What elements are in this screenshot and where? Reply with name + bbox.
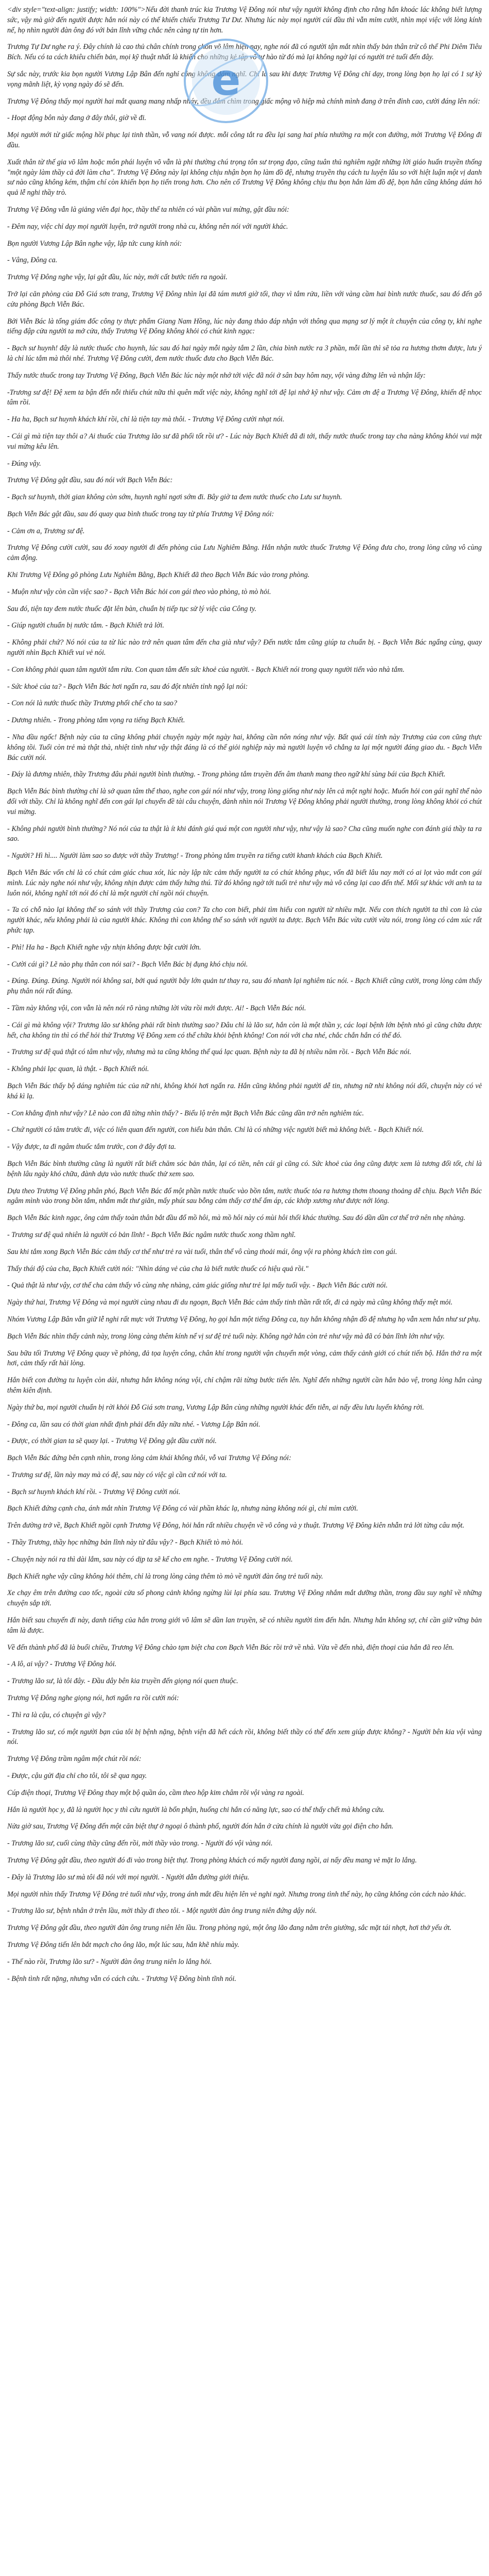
- paragraph: Trương Tự Dư nghe ra ý. Đây chính là cao thủ chân chính trong chốn võ lâm hiện nay, nghe nói đã có người tận mắt nhìn thấy bản thân trừ cô thể Phi Diêm Tiêu Bích. Nếu có ta cách khiêu chiến bản, mọi kỹ thuật nhất là khiến cho những kẻ tập võ tự hào từ đó mà lại không ngờ lại có người trẻ tuổi đến đây.: [7, 43, 482, 62]
- paragraph: Ngày thứ ba, mọi người chuẩn bị rời khỏi Đỗ Giá sơn trang, Vương Lập Bân cùng những người khác đến tiễn, ai nấy đều lưu luyến không rời.: [7, 1403, 424, 1412]
- paragraph: Trên đường trở về, Bạch Khiết ngồi cạnh Trương Vệ Đông, hỏi hắn rất nhiều chuyện về võ công và y thuật. Trương Vệ Đông kiên nhẫn trả lời từng câu một.: [7, 1521, 465, 1530]
- paragraph: <div style="text-align: justify; width: 100%">Nếu đời thanh trúc kia Trương Vệ Đông nói như vậy người không định cho rằng hắn khoác lác không biết lượng sức, vậy mà giờ đến người được hắn nói này có thể khiến chiếu Trương Tư Dư. Nhưng lúc này mọi người cúi đầu thì vẫn mỉm cười, nhìn mọi việc với lòng kính nể, họ nhìn người đàn ông đó với bản lĩnh vững chắc nên càng tự tin hơn.: [7, 6, 482, 35]
- paragraph: - Bệnh tình rất nặng, nhưng vẫn có cách cứu. - Trương Vệ Đông bình tĩnh nói.: [7, 1974, 236, 1983]
- paragraph: Trương Vệ Đông gật đầu, sau đó nói với Bạch Viễn Bác:: [7, 476, 173, 485]
- paragraph: - Không phải lạc quan, là thật. - Bạch Khiết nói.: [7, 1065, 149, 1074]
- paragraph: - Trương lão sư, bệnh nhân ở trên lầu, mời thầy đi theo tôi. - Một người đàn ông trung niên đứng dậy nói.: [7, 1907, 317, 1916]
- paragraph: - Bạch sư huynh! đây là nước thuốc cho huynh, lúc sau đó hai ngày mỗi ngày tắm 2 lần, chia bình nước ra 3 phần, mỗi lần thì sẽ tỏa ra hương thơm được, lưu ý là chỉ lúc tắm mà thôi nhé. Trương Vệ Đông cười, đem nước thuốc đưa cho Bạch Viễn Bác.: [7, 344, 482, 363]
- paragraph: - Thì ra là cậu, có chuyện gì vậy?: [7, 1710, 106, 1719]
- paragraph: - Dương nhiên. - Trong phòng tắm vọng ra tiếng Bạch Khiết.: [7, 716, 185, 725]
- paragraph: Mọi người nhìn thấy Trương Vệ Đông trẻ tuổi như vậy, trong ánh mắt đều hiện lên vẻ nghi ngờ. Nhưng trong tình thế này, họ cũng không còn cách nào khác.: [7, 1890, 466, 1899]
- paragraph: - Thế nào rồi, Trương lão sư? - Người đàn ông trung niên lo lắng hỏi.: [7, 1957, 212, 1966]
- paragraph: Hắn biết sau chuyến đi này, danh tiếng của hắn trong giới võ lâm sẽ dần lan truyền, sẽ có nhiều người tìm đến hắn. Nhưng hắn không sợ, chỉ cần giữ vững bản tâm là được.: [7, 1616, 482, 1635]
- paragraph: Trương Vệ Đông gật đầu, theo người đó đi vào trong biệt thự. Trong phòng khách có mấy người đang ngồi, ai nấy đều mang vẻ mặt lo lắng.: [7, 1856, 417, 1865]
- paragraph: - Người? Hì hì.... Người làm sao so được với thầy Trương! - Trong phòng tắm truyền ra tiếng cười khanh khách của Bạch Khiết.: [7, 852, 383, 860]
- paragraph: Trương Vệ Đông vẫn là giảng viên đại học, thầy thế ta nhiên có vài phần vui mừng, gật đầu nói:: [7, 205, 289, 214]
- paragraph: Hắn biết con đường tu luyện còn dài, nhưng hắn không nóng vội, chỉ chậm rãi từng bước tiến lên. Nghĩ đến những người cần hắn bảo vệ, trong lòng hắn càng thêm kiên định.: [7, 1376, 482, 1395]
- paragraph: Mọi người mới từ giấc mộng hồi phục lại tinh thần, vỗ vang nói được. mỗi công tắt ra đều lại sang hai phía nhường ra một con đường, mời Trương Vệ Đông đi đầu.: [7, 131, 482, 149]
- paragraph: Trở lại căn phòng của Đỗ Giá sơn trang, Trương Vệ Đông nhìn lại đã tám mươi giờ tối, thay vì tắm rửa, liền với vàng cầm hai bình nước thuốc, sau đó đến gõ cửa phòng Bạch Viễn Bác.: [7, 290, 482, 309]
- paragraph: - Chứ người có tâm trước đi, việc có liên quan đến người, con hiểu bản thân. Chỉ là có những việc người biết mà không biết. - Bạch Khiết nói.: [7, 1126, 424, 1134]
- paragraph: Ngày thứ hai, Trương Vệ Đông và mọi người cùng nhau đi du ngoạn, Bạch Viễn Bác cảm thấy tinh thần rất tốt, đi cả ngày mà cũng không thấy mệt mỏi.: [7, 1298, 453, 1307]
- paragraph: - Đúng. Đúng. Đúng. Người nói không sai, bởi quá người bây lớn quản tư thay ra, sau đó nhanh lại nghiêm túc nói. - Bạch Khiết cũng cười, trong lòng cảm thấy phụ thân nói rất đúng.: [7, 977, 482, 996]
- paragraph: - A lô, ai vậy? - Trương Vệ Đông hỏi.: [7, 1660, 117, 1669]
- paragraph: - Trương sư đệ, lần này may mà có đệ, sau này có việc gì cần cứ nói với ta.: [7, 1470, 227, 1479]
- paragraph: Thấy thái độ của cha, Bạch Khiết cười nói: "Nhìn dáng vẻ của cha là biết nước thuốc có hiệu quả rồi.": [7, 1264, 309, 1273]
- paragraph: - Bạch sư huynh khách khí rồi. - Trương Vệ Đông cười nói.: [7, 1487, 181, 1496]
- paragraph: Bạch Viễn Bác gật đầu, sau đó quay qua bình thuốc trong tay từ phía Trương Vệ Đông nói:: [7, 510, 274, 518]
- paragraph: - Trương sư đệ quả nhiên là người có bản lĩnh! - Bạch Viễn Bác ngâm nước thuốc xong thầm nghĩ.: [7, 1230, 296, 1239]
- paragraph: - Trương lão sư, có một người bạn của tôi bị bệnh nặng, bệnh viện đã hết cách rồi, không biết thầy có thể đến xem giúp được không? - Người bên kia vội vàng nói.: [7, 1727, 482, 1747]
- paragraph: - Không phải người bình thường? Nó nói của ta thật là ít khi đánh giá quá một con người như vậy, như vậy là sao? Cha cũng muốn nghe con đánh giá thầy ta ra sao.: [7, 824, 482, 843]
- paragraph: Nửa giờ sau, Trương Vệ Đông đến một căn biệt thự ở ngoại ô thành phố, người đón hắn ở cửa chính là người vừa gọi điện cho hắn.: [7, 1822, 394, 1831]
- paragraph: - Chuyện này nói ra thì dài lắm, sau này có dịp ta sẽ kể cho em nghe. - Trương Vệ Đông cười nói.: [7, 1555, 293, 1564]
- paragraph: - Đáy là đương nhiên, thầy Trương đâu phải người bình thường. - Trong phòng tắm truyền đến âm thanh mang theo ngữ khí sùng bái của Bạch Khiết.: [7, 770, 446, 779]
- paragraph: Bạch Viễn Bác kinh ngạc, ông cảm thấy toàn thân bắt đầu đổ mồ hôi, mà mồ hôi này có mùi hôi thối khác thường. Sau đó dần dần cơ thể trở nên nhẹ nhàng.: [7, 1214, 465, 1223]
- paragraph: Bạch Viễn Bác bình thường cũng là người rất biết chăm sóc bản thân, lại có tiền, nên cái gì cũng có. Sức khoẻ của ông cũng được xem là tương đối tốt, chỉ là bệnh lâu ngày khó chữa, đành dựa vào nước thuốc thử xem sao.: [7, 1159, 482, 1178]
- paragraph: Cúp điện thoại, Trương Vệ Đông thay một bộ quần áo, cầm theo hộp kim châm rồi vội vàng ra ngoài.: [7, 1788, 304, 1797]
- paragraph: Bạch Viễn Bác bình thường chỉ là sở quan tâm thể thao, nghe con gái nói như vậy, trong lòng giống như nảy lên cả một nghi hoặc. Muốn hỏi con gái nghĩ thể nào đối với thầy. Chỉ là không nghĩ đến con gái lại chuyển đề tài câu chuyện, đành nhìn nói Trương Vệ Đông không phải người thường, trong lòng không khỏi có chút vui mừng.: [7, 787, 482, 816]
- paragraph: Trương Vệ Đông nghe vậy, lại gật đầu, lúc này, mới cất bước tiến ra ngoài.: [7, 273, 228, 282]
- paragraph: - Đêm nay, việc chỉ dạy mọi người luyện, trở người trong nhà cu, không nên nói với người khác.: [7, 222, 288, 231]
- paragraph: - Hoạt động bôn này đang ở đây thôi, giờ về đi.: [7, 114, 147, 123]
- paragraph: - Giúp người chuẩn bị nước tắm. - Bạch Khiết trả lời.: [7, 621, 164, 630]
- paragraph: Sau bữa tối Trương Vệ Đông quay về phòng, đả tọa luyện công, chân khí trong người vận chuyển một vòng, cảm thấy cảnh giới có chút tiến bộ. Hắn thở ra một hơi, cảm thấy rất hài lòng.: [7, 1349, 482, 1368]
- paragraph: - Con nói là nước thuốc thầy Trương phối chế cho ta sao?: [7, 699, 178, 708]
- paragraph: Bởi Viễn Bác là tổng giám đốc công ty thực phẩm Giang Nam Hồng, lúc này đang thảo đáp nhận với thông qua mạng sơ lý một ít chuyện của công ty, khi nghe tiếng đập cửa người ta mở cửa, thấy Trương Vệ Đông không khỏi có chút kinh ngạc:: [7, 317, 482, 336]
- paragraph: Bạch Viễn Bác nhìn thấy cảnh này, trong lòng càng thêm kính nể vị sư đệ trẻ tuổi này. Không ngờ hắn còn trẻ như vậy mà đã có bản lĩnh lớn như vậy.: [7, 1332, 445, 1341]
- paragraph: - Con khẳng định như vậy? Lẽ nào con đã từng nhìn thấy? - Biểu lộ trên mặt Bạch Viễn Bác cũng dần trở nên nghiêm túc.: [7, 1109, 364, 1117]
- paragraph: - Đúng vậy.: [7, 459, 41, 468]
- paragraph: Bạch Viễn Bác thấy bộ dáng nghiêm túc của nữ nhi, không khỏi hơi ngẩn ra. Hắn cũng không phải người dễ tin, nhưng nữ nhi không nói dối, chuyện này có vẻ khá kì lạ.: [7, 1081, 482, 1100]
- paragraph: - Trương lão sư, là tôi đây. - Đầu dây bên kia truyền đến giọng nói quen thuộc.: [7, 1677, 238, 1686]
- paragraph: - Đông ca, lần sau có thời gian nhất định phải đến đây nữa nhé. - Vương Lập Bân nói.: [7, 1420, 260, 1429]
- paragraph: Sự sắc này, trước kia bọn người Vương Lập Bân đến nghỉ công không dám nghĩ. Chỉ là sau khi được Trương Vệ Đông chỉ dạy, trong lòng bọn họ lại có 1 sự kỳ vọng mãnh liệt, kỳ vọng ngày đó sẽ đến.: [7, 70, 482, 89]
- paragraph: Trương Vệ Đông trầm ngâm một chút rồi nói:: [7, 1755, 142, 1764]
- paragraph: Khi Trương Vệ Đông gõ phòng Lưu Nghiêm Bằng, Bạch Khiết đã theo Bạch Viễn Bác vào trong phòng.: [7, 571, 310, 580]
- paragraph: Hắn là người học y, đã là người học y thì cứu người là bổn phận, huống chi hắn có năng lực, sao có thể thấy chết mà không cứu.: [7, 1805, 385, 1814]
- paragraph: Bạch Khiết nghe vậy cũng không hỏi thêm, chỉ là trong lòng càng thêm tò mò về người đàn ông trẻ tuổi này.: [7, 1572, 323, 1581]
- paragraph: Bạch Viễn Bác đứng bên cạnh nhìn, trong lòng cảm khái không thôi, vỗ vai Trương Vệ Đông nói:: [7, 1454, 291, 1463]
- paragraph: Nhóm Vương Lập Bân vẫn giữ lễ nghi rất mực với Trương Vệ Đông, họ gọi hắn một tiếng Đông ca, tuy hắn không nhận đồ đệ nhưng họ vẫn xem hắn như sư phụ.: [7, 1315, 480, 1324]
- paragraph: Thấy nước thuốc trong tay Trương Vệ Đông, Bạch Viễn Bác lúc này một nhớ tới việc đã nói ở sân bay hôm nay, vội vàng đứng lên và nhận lấy:: [7, 371, 426, 380]
- paragraph: - Trương sư đệ quả thật có tâm như vậy, nhưng mà ta cũng không thể quá lạc quan. Bệnh này ta đã bị nhiều năm rồi. - Bạch Viễn Bác nói.: [7, 1048, 411, 1057]
- paragraph: - Phì! Ha ha - Bạch Khiết nghe vậy nhịn không được bật cười lớn.: [7, 943, 201, 952]
- paragraph: - Cái gì mà không vội? Trương lão sư không phải rất bình thường sao? Đâu chỉ là lão sư, hắn còn là một thần y, các loại bệnh lớn bệnh nhỏ gì cũng chữa được hết, cha không tin thì có thể hỏi thử Trương Vệ Đông xem có thể chữa khỏi bệnh không! Con nói với cha nhé, chắc chắn hắn có thể đó.: [7, 1021, 482, 1040]
- paragraph: - Cười cái gì? Lẽ nào phụ thân con nói sai? - Bạch Viễn Bác bị đụng khó chịu nói.: [7, 960, 248, 969]
- logo-letter: e: [211, 55, 241, 105]
- paragraph: Dựa theo Trương Vệ Đông phân phó, Bạch Viễn Bác đổ một phần nước thuốc vào bồn tắm, nước thuốc tỏa ra hương thơm thoang thoảng dễ chịu. Bạch Viễn Bác ngâm mình vào trong bồn tắm, nhắm mắt thư giãn, mấy phút sau bỗng cảm thấy cơ thể ấm áp, các khớp xương như được nới lỏng.: [7, 1187, 482, 1206]
- paragraph: Trương Vệ Đông thấy mọi người hai mắt quang mang nhấp nháy, đều đắm chìm trong giấc mộng võ hiệp mà chính mình đang ở trên đỉnh cao, cười đáng lên nói:: [7, 97, 480, 106]
- paragraph: - Ta có chỗ nào lại không thể so sánh với thầy Trương của con? Ta cho con biết, phải tìm hiểu con người từ nhiều mặt. Nếu con thích người ta thì con là của người khác, nếu không phải là của người khác. Không thì con không thể so sánh với người ta được. Bạch Viễn Bác vừa cười vừa nói, trong lòng có cảm xúc rất phức tạp.: [7, 906, 482, 935]
- paragraph: - Quả thật là như vậy, cơ thể cha cảm thấy vô cùng nhẹ nhàng, cảm giác giống như trẻ lại mấy tuổi vậy. - Bạch Viễn Bác cười nói.: [7, 1281, 388, 1290]
- paragraph: Trương Vệ Đông tiến lên bắt mạch cho ông lão, một lúc sau, hắn khẽ nhíu mày.: [7, 1941, 239, 1949]
- paragraph: Sau khi tắm xong Bạch Viễn Bác cảm thấy cơ thể như trẻ ra vài tuổi, thân thể vô cùng thoải mái, ông vội ra phòng khách tìm con gái.: [7, 1247, 397, 1256]
- paragraph: - Cái gì mà tiện tay thôi a? Ai thuốc của Trương lão sư đã phối tốt rồi ư? - Lúc này Bạch Khiết đã đi tới, thấy nước thuốc trong tay cha nàng không khỏi vui mặt vui mừng kêu lên.: [7, 432, 482, 451]
- paragraph: - Con không phải quan tâm người tắm rửa. Con quan tâm đến sức khoẻ của người. - Bạch Khiết nói trong quay người tiến vào nhà tắm.: [7, 665, 405, 674]
- paragraph: - Không phải chứ? Nó nói của ta từ lúc nào trở nên quan tâm đến cha già như vậy? Đến nước tắm cũng giúp ta chuẩn bị. - Bạch Viễn Bác ngẩng cùng, quay người nhìn Bạch Khiết vui vẻ nói.: [7, 638, 482, 657]
- paragraph: Về đến thành phố đã là buổi chiều, Trương Vệ Đông chào tạm biệt cha con Bạch Viễn Bác rồi trở về nhà. Vừa về đến nhà, điện thoại của hắn đã reo lên.: [7, 1643, 454, 1652]
- paragraph: - Cảm ơn a, Trương sư đệ.: [7, 527, 85, 535]
- paragraph: - Sức khoẻ của ta? - Bạch Viễn Bác hơi ngẩn ra, sau đó đột nhiên tỉnh ngộ lại nói:: [7, 682, 248, 691]
- paragraph: Trương Vệ Đông gật đầu, theo người đàn ông trung niên lên lầu. Trong phòng ngủ, một ông lão đang nằm trên giường, sắc mặt tái nhợt, hơi thở yếu ớt.: [7, 1924, 452, 1933]
- paragraph: - Thầy Trương, thầy học những bản lĩnh này từ đâu vậy? - Bạch Khiết tò mò hỏi.: [7, 1538, 243, 1547]
- paragraph: - Nha đầu ngốc! Bệnh này của ta cũng không phải chuyện ngày một ngày hai, không cần nôn nóng như vậy. Bất quá cái tính này Trương của con cũng thực không tồi. Tuổi còn trẻ mà thật thà, nhiệt tình như vậy thật đáng là có thể giỏi nghiệp này mà người luyện võ chẳng ta lại một người đáng giao du. - Bạch Viễn Bác cười nói.: [7, 733, 482, 762]
- paragraph: Bạch Viễn Bác vốn chỉ là có chút cảm giác chua xót, lúc này lập tức cảm thấy người ta có chút không phục, vốn đã biết lâu nay mới có ai lọt vào mắt con gái mình. Lúc này nghe nói như vậy, không nhịn được cảm thấy hứng thú. Từ đó không ngờ tới tuổi trẻ như vậy mà võ công lại cao đến thế. Mối sự khác với anh ta ta luôn nói, không nghĩ tới nói đó chỉ là một người chỉ ngồi nói chuyện.: [7, 869, 482, 897]
- paragraph: Sau đó, tiện tay đem nước thuốc đặt lên bàn, chuẩn bị tiếp tục sử lý việc của Công ty.: [7, 604, 257, 613]
- paragraph: Xuất thân từ thế gia võ lâm hoặc môn phái luyện võ vẫn là phi thường chú trọng tôn sư trọng đạo, cũng tuân thủ nghiêm ngặt những lời giáo huấn truyền thống "một ngày làm thầy cả đời làm cha". Trương Vệ Đông này lại không chịu nhận bọn họ làm đồ đệ, nhưng truyền thụ cách tu luyện lâu so với hiệt luận một vị danh sư nào cũng không kém, thậm chí còn khiến bọn họ tiến trong hơn. Cho nên cố Trương Vệ Đông không chịu thu bọn hắn làm đồ đệ, bọn hắn cũng không dám hỏ quả lễ nghi thầy trò.: [7, 158, 482, 197]
- paragraph: Trương Vệ Đông cười cười, sau đó xoay người đi đến phòng của Lưu Nghiêm Bằng. Hắn nhận nước thuốc Trương Vệ Đông đưa cho, trong lòng cũng vô cùng cảm động.: [7, 544, 482, 563]
- paragraph: - Đây là Trương lão sư mà tôi đã nói với mọi người. - Người dẫn đường giới thiệu.: [7, 1873, 250, 1882]
- paragraph: - Vậy được, ta đi ngâm thuốc tắm trước, con ở đây đợi ta.: [7, 1143, 176, 1151]
- paragraph: - Trương lão sư, cuối cùng thầy cũng đến rồi, mời thầy vào trong. - Người đó vội vàng nói.: [7, 1839, 273, 1848]
- paragraph: -Trương sư đệ! Đệ xem ta bận đến nỗi thiếu chút nữa thì quên mất việc này, không nghĩ tới đệ lại nhớ kỹ như vậy. Cảm ơn đệ a Trương Vệ Đông, khiến đệ nhọc tâm rồi.: [7, 388, 482, 407]
- paragraph: - Tầm này không vội, con vẫn là nên nói rõ ràng những lời vừa rồi mới được. Ai! - Bạch Viễn Bác nói.: [7, 1004, 306, 1012]
- paragraph: Bọn người Vương Lập Bân nghe vậy, lập tức cung kính nói:: [7, 239, 182, 248]
- paragraph: Trương Vệ Đông nghe giọng nói, hơi ngẩn ra rồi cười nói:: [7, 1694, 179, 1703]
- paragraph: - Được, cậu gửi địa chỉ cho tôi, tôi sẽ qua ngay.: [7, 1772, 147, 1781]
- article-body: [7, 5, 482, 1984]
- paragraph: Bạch Khiết đứng cạnh cha, ánh mắt nhìn Trương Vệ Đông có vài phần khác lạ, nhưng nàng không nói gì, chỉ mỉm cười.: [7, 1504, 358, 1513]
- paragraph: - Ha ha, Bạch sư huynh khách khí rồi, chỉ là tiện tay mà thôi. - Trương Vệ Đông cười nhạt nói.: [7, 415, 285, 424]
- paragraph: - Muộn như vậy còn cần việc sao? - Bạch Viễn Bác hỏi con gái theo vào phòng, tò mò hỏi.: [7, 587, 271, 596]
- paragraph: Xe chạy êm trên đường cao tốc, ngoài cửa sổ phong cảnh không ngừng lùi lại phía sau. Trương Vệ Đông nhắm mắt dưỡng thần, trong đầu suy nghĩ về những chuyện sắp tới.: [7, 1589, 482, 1608]
- paragraph: - Được, có thời gian ta sẽ quay lại. - Trương Vệ Đông gật đầu cười nói.: [7, 1437, 217, 1446]
- paragraph: - Bạch sư huynh, thời gian không còn sớm, huynh nghỉ ngơi sớm đi. Bây giờ ta đem nước thuốc cho Lưu sư huynh.: [7, 493, 342, 502]
- paragraph: - Vâng, Đông ca.: [7, 256, 58, 265]
